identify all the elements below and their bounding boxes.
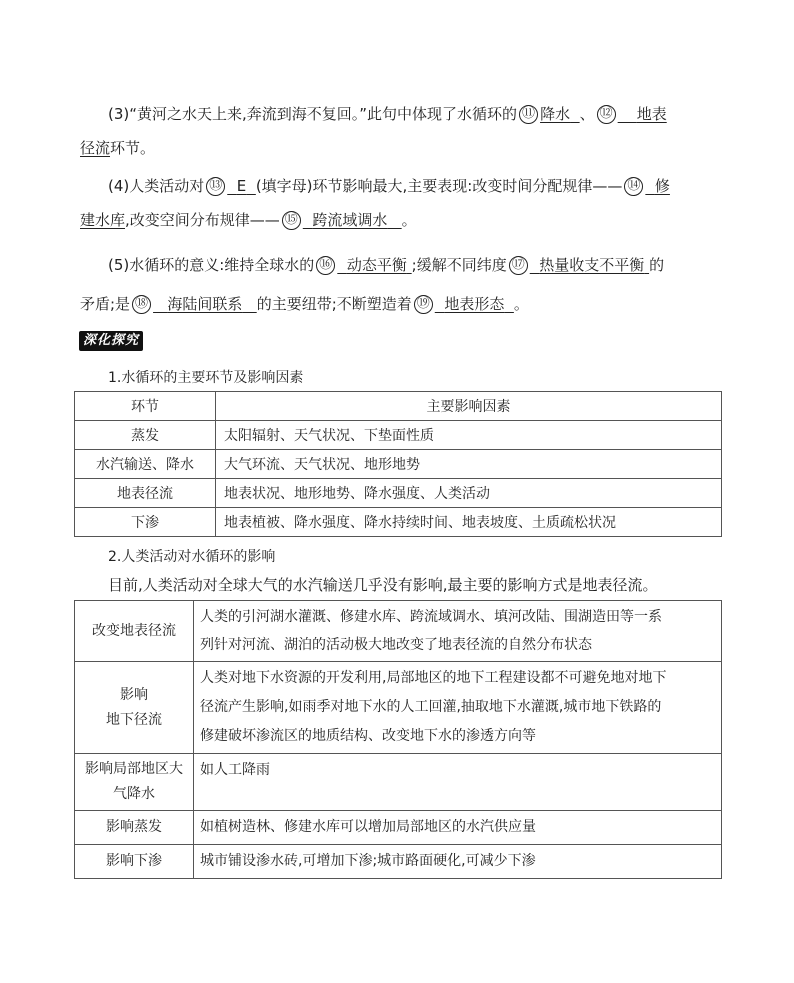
text-line: 列针对河流、湖泊的活动极大地改变了地表径流的自然分布状态 (200, 637, 592, 653)
label-line: 改变地表径流 (92, 622, 176, 639)
answer-13: E (236, 177, 247, 195)
table-row (75, 450, 722, 479)
row-label (75, 601, 194, 662)
answer-18-pad (153, 295, 167, 313)
answer-14-part2: 建水库 (80, 211, 126, 229)
row-text (194, 811, 722, 845)
q4-mid2: ,改变空间分布规律—— (125, 211, 280, 229)
answer-11: 降水 (540, 105, 571, 123)
blank-number-18: ⑱ (132, 295, 151, 314)
row-label (75, 754, 194, 811)
subheading-2: 2.人类活动对水循环的影响 (108, 549, 276, 565)
table-cell: 地表径流 (75, 479, 216, 508)
q5-line2-prefix: 矛盾;是 (80, 295, 131, 313)
header-cell: 环节 (75, 392, 216, 421)
section-badge: 深化探究 (79, 331, 143, 351)
q5-line2 (80, 290, 720, 318)
table-cell: 水汽输送、降水 (75, 450, 216, 479)
q4-mid1: (填字母)环节影响最大,主要表现:改变时间分配规律—— (255, 177, 623, 195)
header-cell: 主要影响因素 (216, 392, 722, 421)
text-line: 人类对地下水资源的开发利用,局部地区的地下工程建设都不可避免地对地下 (200, 670, 667, 686)
answer-18-pad2 (242, 295, 256, 313)
row-text (194, 754, 722, 811)
q3-line1 (108, 100, 748, 128)
answer-15-pad (303, 211, 313, 229)
separator: 、 (579, 105, 595, 123)
row-text (194, 662, 722, 754)
table-cell: 大气环流、天气状况、地形地势 (216, 450, 722, 479)
label-line: 影响 (120, 686, 148, 703)
text-line: 人类的引河湖水灌溉、修建水库、跨流域调水、填河改陆、围湖造田等一系 (200, 609, 662, 625)
text-line: 径流产生影响,如雨季对地下水的人工回灌,抽取地下水灌溉,城市地下铁路的 (200, 699, 662, 715)
label-line: 影响局部地区大 (85, 761, 183, 777)
blank-number-11: ⑪ (519, 105, 538, 124)
blank-number-19: ⑲ (414, 295, 433, 314)
answer-19-pad2 (504, 295, 514, 313)
q5-prefix: (5)水循环的意义:维持全球水的 (108, 256, 315, 274)
label-line: 地下径流 (106, 711, 162, 728)
answer-16: 动态平衡 (346, 256, 407, 274)
q5-line1 (108, 251, 748, 279)
row-label (75, 662, 194, 754)
row-label (75, 811, 194, 845)
table-cell: 地表植被、降水强度、降水持续时间、地表坡度、土质疏松状况 (216, 508, 722, 537)
row-text (194, 845, 722, 879)
text-line: 城市铺设渗水砖,可增加下渗;城市路面硬化,可减少下渗 (200, 853, 536, 869)
answer-15: 跨流域调水 (312, 211, 388, 229)
table-row (75, 508, 722, 537)
table-human-impact (74, 600, 722, 879)
table-water-cycle-factors (74, 391, 722, 537)
q4-line2 (80, 206, 720, 234)
answer-18: 海陆间联系 (167, 295, 243, 313)
blank-number-16: ⑯ (316, 256, 335, 275)
answer-11-pad (570, 105, 580, 123)
answer-15-pad2 (387, 211, 401, 229)
answer-19: 地表形态 (444, 295, 505, 313)
table-row (75, 479, 722, 508)
answer-12-part2: 径流 (80, 139, 111, 157)
text-line: 修建破坏渗流区的地质结构、改变地下水的渗透方向等 (200, 728, 536, 744)
table-cell: 地表状况、地形地势、降水强度、人类活动 (216, 479, 722, 508)
label-line: 影响蒸发 (106, 819, 162, 835)
answer-12-pad (618, 105, 637, 123)
blank-number-14: ⑭ (624, 177, 643, 196)
q3-text: (3)“黄河之水天上来,奔流到海不复回。”此句中体现了水循环的 (108, 105, 518, 123)
blank-number-15: ⑮ (282, 211, 301, 230)
table-row (75, 601, 722, 662)
answer-17-pad (530, 256, 540, 274)
row-text (194, 601, 722, 662)
answer-19-pad (435, 295, 445, 313)
q5-mid3: 的主要纽带;不断塑造着 (256, 295, 412, 313)
row-label (75, 845, 194, 879)
answer-14-pad (645, 177, 655, 195)
label-line: 影响下渗 (106, 853, 162, 869)
table-row (75, 662, 722, 754)
text-line: 如植树造林、修建水库可以增加局部地区的水汽供应量 (200, 819, 536, 835)
q4-end: 。 (401, 211, 417, 229)
blank-number-13: ⑬ (206, 177, 225, 196)
answer-12-part1: 地表 (636, 105, 667, 123)
q5-mid1: ;缓解不同纬度 (411, 256, 507, 274)
answer-16-pad (337, 256, 347, 274)
table-header-row (75, 392, 722, 421)
answer-17: 热量收支不平衡 (539, 256, 645, 274)
blank-number-17: ⑰ (509, 256, 528, 275)
q3-line2 (80, 134, 720, 162)
q5-mid2: 的 (649, 256, 665, 274)
q3-tail: 环节。 (110, 139, 156, 157)
answer-14-part1: 修 (654, 177, 670, 195)
intro-paragraph: 目前,人类活动对全球大气的水汽输送几乎没有影响,最主要的影响方式是地表径流。 (108, 576, 658, 594)
table-row (75, 811, 722, 845)
subheading-1: 1.水循环的主要环节及影响因素 (108, 370, 304, 386)
blank-number-12: ⑫ (597, 105, 616, 124)
table-row (75, 421, 722, 450)
label-line: 气降水 (113, 786, 155, 802)
q4-prefix: (4)人类活动对 (108, 177, 205, 195)
answer-13-pad2 (246, 177, 256, 195)
table-cell: 蒸发 (75, 421, 216, 450)
answer-13-pad (227, 177, 237, 195)
table-row (75, 754, 722, 811)
table-row (75, 845, 722, 879)
q4-line1 (108, 172, 748, 200)
text-line: 如人工降雨 (200, 762, 270, 778)
table-cell: 下渗 (75, 508, 216, 537)
q5-end: 。 (513, 295, 529, 313)
table-cell: 太阳辐射、天气状况、下垫面性质 (216, 421, 722, 450)
